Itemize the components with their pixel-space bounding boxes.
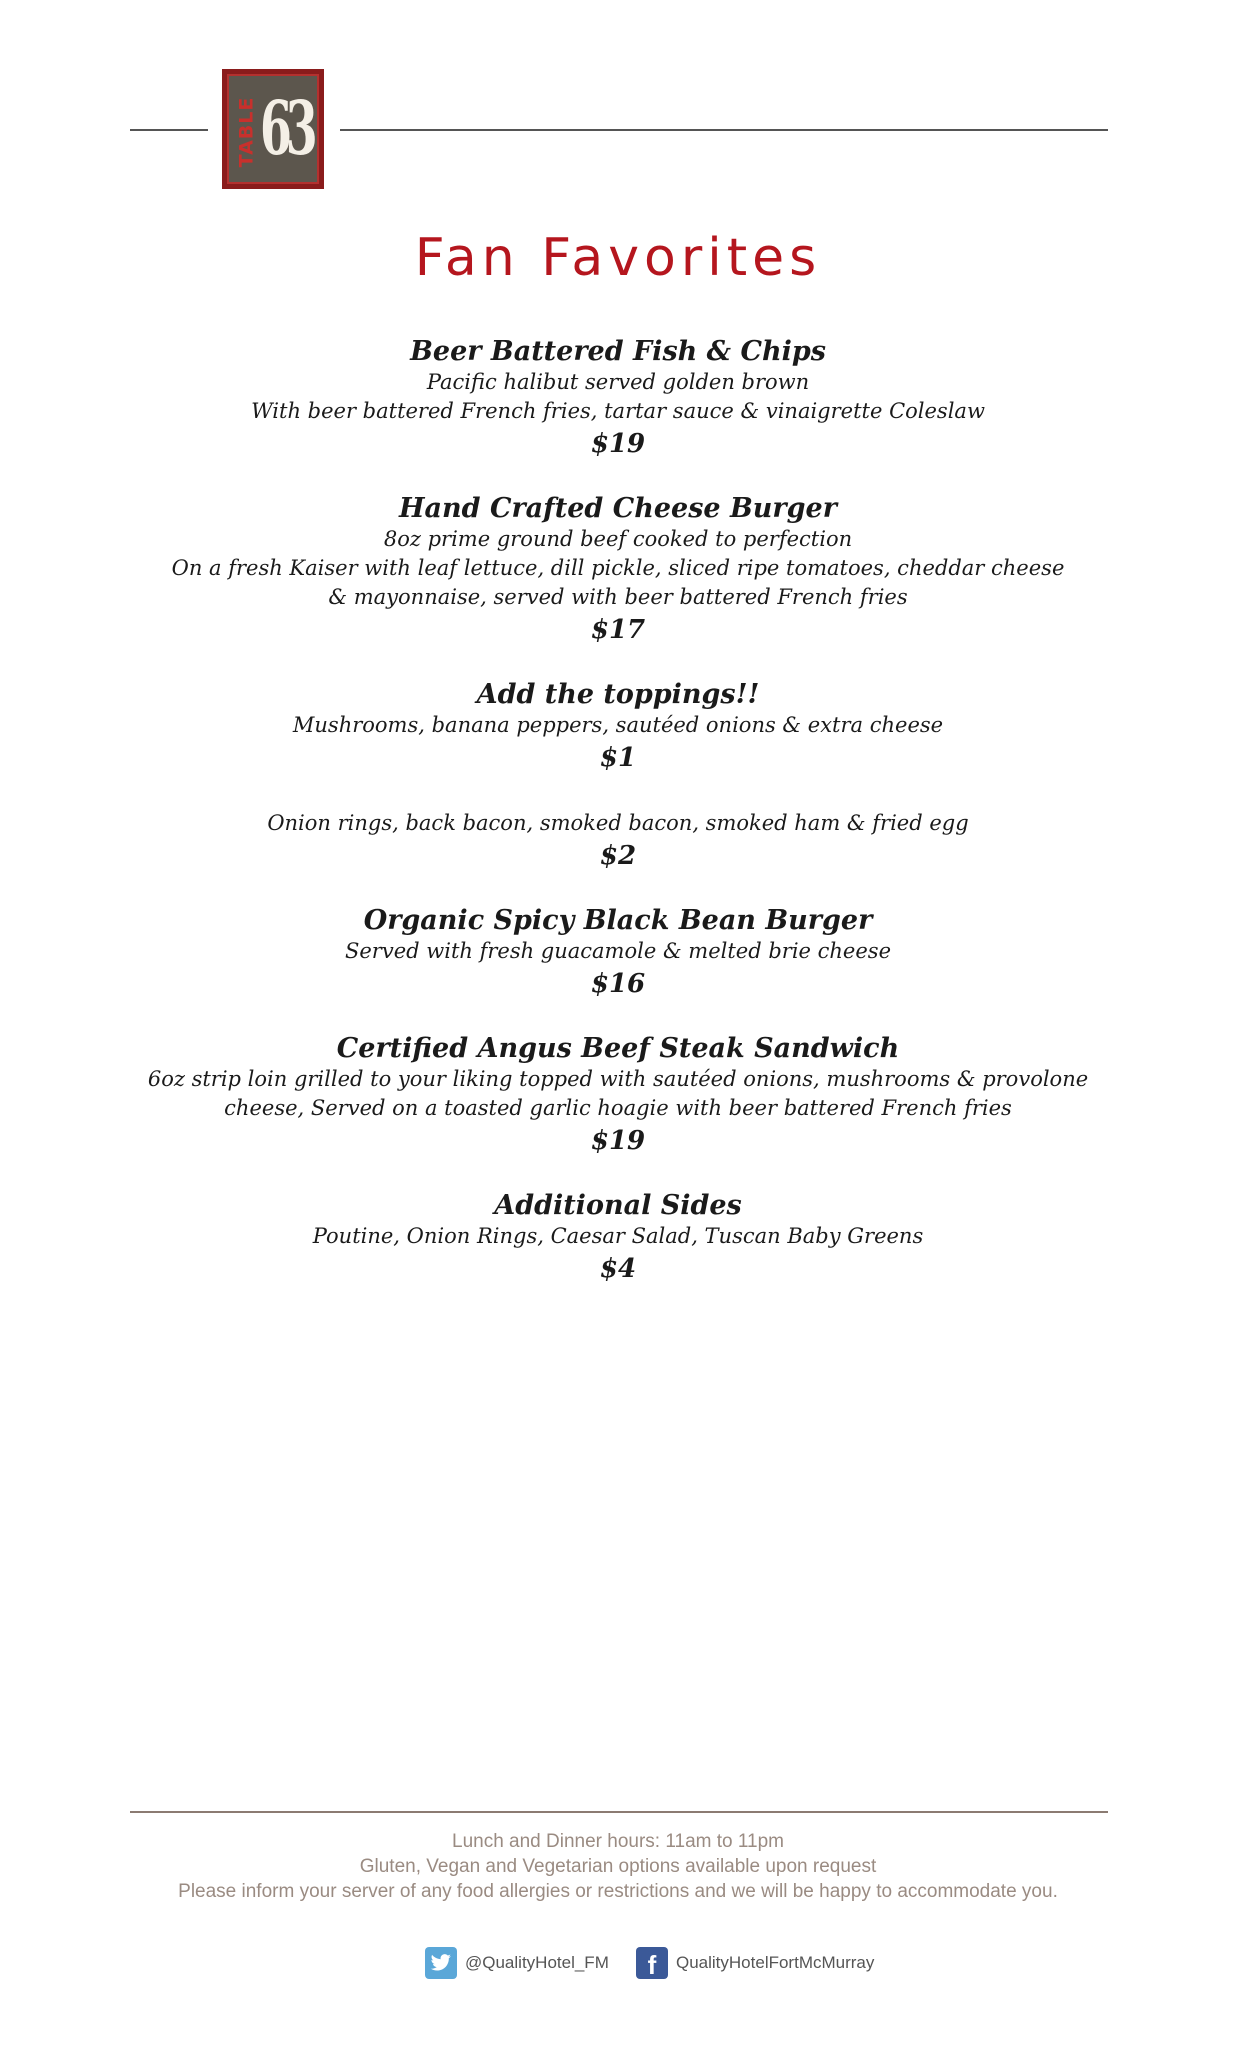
header-rule-left <box>130 129 208 131</box>
logo-number: 63 <box>260 86 312 172</box>
menu-item-description: Onion rings, back bacon, smoked bacon, smoked ham & fried egg <box>267 811 969 835</box>
menu-item-price: $1 <box>599 743 637 773</box>
menu-item <box>0 679 1236 776</box>
menu-item <box>0 1190 1236 1287</box>
menu-item <box>0 807 1236 874</box>
page-title: Fan Favorites <box>414 228 822 288</box>
menu-item-name: Hand Crafted Cheese Burger <box>399 493 837 524</box>
header-rule-right <box>340 129 1108 131</box>
menu-item-name: Organic Spicy Black Bean Burger <box>363 905 873 936</box>
twitter-link[interactable] <box>425 1946 609 1980</box>
menu-item-description: 6oz strip loin grilled to your liking topped with sautéed onions, mushrooms & provolone <box>147 1067 1089 1091</box>
facebook-link[interactable] <box>636 1946 874 1980</box>
footer-notes <box>0 1829 1236 1904</box>
menu-item-price: $16 <box>590 969 646 999</box>
twitter-bird-icon <box>425 1947 457 1979</box>
menu-item <box>0 1033 1236 1159</box>
footer-rule <box>130 1811 1108 1813</box>
menu-item-price: $17 <box>590 615 646 645</box>
menu-item-description: Poutine, Onion Rings, Caesar Salad, Tuscan Baby Greens <box>312 1224 924 1248</box>
logo-word: TABLE <box>235 96 258 168</box>
menu-item-description: 8oz prime ground beef cooked to perfection <box>383 527 853 551</box>
menu-item-description: cheese, Served on a toasted garlic hoagie with beer battered French fries <box>224 1096 1012 1120</box>
menu-item-description: With beer battered French fries, tartar sauce & vinaigrette Coleslaw <box>251 399 985 423</box>
menu-item-description: Pacific halibut served golden brown <box>426 370 810 394</box>
menu-item-price: $2 <box>599 841 637 871</box>
table-63-logo <box>222 69 324 189</box>
menu-item <box>0 336 1236 462</box>
menu-item-description: & mayonnaise, served with beer battered French fries <box>328 585 908 609</box>
menu-item-price: $19 <box>590 1126 646 1156</box>
menu-item-description: Mushrooms, banana peppers, sautéed onions & extra cheese <box>292 713 944 737</box>
menu-item-price: $19 <box>590 429 646 459</box>
facebook-handle: QualityHotelFortMcMurray <box>676 1953 875 1972</box>
menu-item-price: $4 <box>599 1254 637 1284</box>
menu-item-description: Served with fresh guacamole & melted brie cheese <box>344 939 891 963</box>
footer-allergies: Please inform your server of any food allergies or restrictions and we will be happy to accommodate you. <box>178 1881 1058 1902</box>
menu-item-name: Additional Sides <box>494 1190 742 1221</box>
facebook-f-icon: f <box>636 1947 668 1979</box>
footer-options: Gluten, Vegan and Vegetarian options available upon request <box>359 1856 877 1877</box>
menu-item-description: On a fresh Kaiser with leaf lettuce, dill pickle, sliced ripe tomatoes, cheddar cheese <box>171 556 1065 580</box>
menu-item <box>0 905 1236 1002</box>
menu-item <box>0 493 1236 648</box>
twitter-handle: @QualityHotel_FM <box>465 1953 609 1972</box>
logo-panel <box>227 74 319 184</box>
menu-item-name: Add the toppings!! <box>476 679 760 710</box>
menu-item-name: Certified Angus Beef Steak Sandwich <box>336 1033 900 1064</box>
menu-list <box>0 336 1236 1318</box>
menu-item-name: Beer Battered Fish & Chips <box>410 336 826 367</box>
footer-hours: Lunch and Dinner hours: 11am to 11pm <box>452 1831 784 1852</box>
